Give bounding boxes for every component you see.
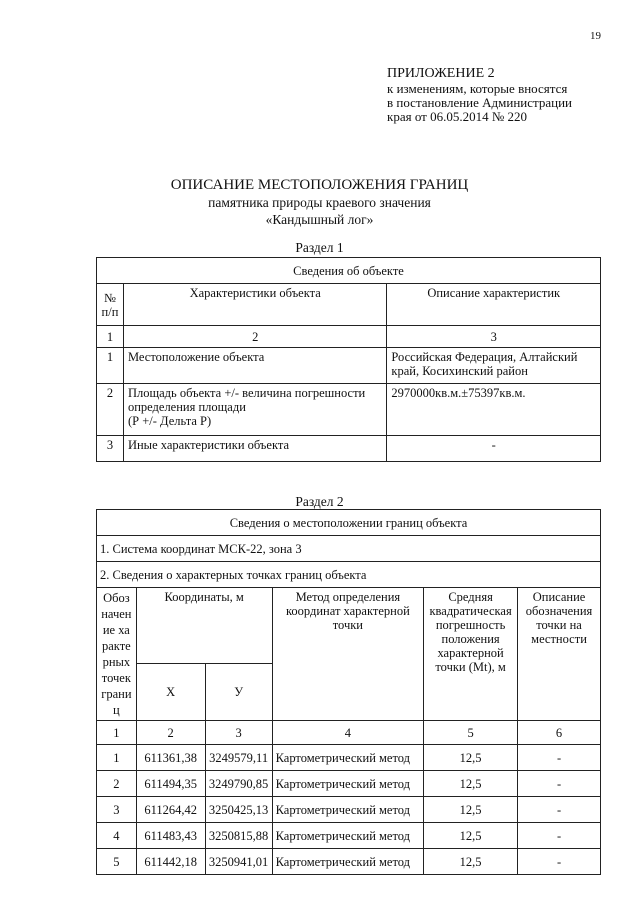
table-header: Сведения о местоположении границ объекта	[97, 510, 601, 536]
column-header-error: Средняя квадратическая погрешность положения характерной точки (Mt), м	[424, 588, 518, 721]
object-info-table	[96, 257, 601, 462]
table-header: Сведения об объекте	[97, 258, 601, 284]
section-2-label: Раздел 2	[295, 494, 344, 509]
point-y: 3249579,11	[205, 745, 272, 771]
column-index: 3	[205, 721, 272, 745]
table-row	[97, 849, 601, 875]
point-x: 611264,42	[136, 797, 205, 823]
table-row	[97, 823, 601, 849]
column-header-coordinates: Координаты, м	[136, 588, 272, 664]
column-header-designation: Обозначение характерных точек границ	[97, 588, 137, 721]
column-index: 1	[97, 721, 137, 745]
appendix-block	[387, 66, 572, 124]
title-line: «Кандышный лог»	[265, 212, 374, 227]
point-description: -	[518, 771, 601, 797]
column-index: 2	[123, 326, 386, 348]
appendix-line: края от 06.05.2014 № 220	[387, 109, 527, 124]
row-characteristic: Местоположение объекта	[123, 348, 386, 384]
point-error: 12,5	[424, 771, 518, 797]
point-error: 12,5	[424, 823, 518, 849]
table-row	[97, 771, 601, 797]
column-index: 5	[424, 721, 518, 745]
point-id: 1	[97, 745, 137, 771]
point-method: Картометрический метод	[272, 823, 424, 849]
page-number: 19	[590, 30, 601, 42]
object-info-rows	[97, 348, 601, 462]
column-index: 2	[136, 721, 205, 745]
column-header-y: У	[205, 664, 272, 721]
point-id: 4	[97, 823, 137, 849]
section-1-label: Раздел 1	[295, 240, 344, 255]
row-characteristic: Иные характеристики объекта	[123, 436, 386, 462]
column-index: 1	[97, 326, 124, 348]
table-row	[97, 745, 601, 771]
row-description: Российская Федерация, Алтайский край, Косихинский район	[387, 348, 601, 384]
point-x: 611483,43	[136, 823, 205, 849]
column-index-row	[97, 721, 601, 745]
table-row	[97, 384, 601, 436]
point-id: 5	[97, 849, 137, 875]
point-id: 3	[97, 797, 137, 823]
point-method: Картометрический метод	[272, 797, 424, 823]
table-row	[97, 797, 601, 823]
column-header-description: Описание характеристик	[387, 284, 601, 326]
point-description: -	[518, 745, 601, 771]
point-x: 611494,35	[136, 771, 205, 797]
row-number: 2	[97, 384, 124, 436]
point-method: Картометрический метод	[272, 771, 424, 797]
appendix-line: в постановление Администрации	[387, 95, 573, 110]
column-index: 3	[387, 326, 601, 348]
point-y: 3250425,13	[205, 797, 272, 823]
column-header-characteristic: Характеристики объекта	[123, 284, 386, 326]
column-header-point-description: Описание обозначения точки на местности	[518, 588, 601, 721]
point-method: Картометрический метод	[272, 745, 424, 771]
point-x: 611442,18	[136, 849, 205, 875]
title-line: ОПИСАНИЕ МЕСТОПОЛОЖЕНИЯ ГРАНИЦ	[170, 177, 469, 193]
table-row	[97, 436, 601, 462]
column-header-method: Метод определения координат характерной точки	[272, 588, 424, 721]
row-characteristic: Площадь объекта +/- величина погрешности определения площади (Р +/- Дельта Р)	[123, 384, 386, 436]
point-x: 611361,38	[136, 745, 205, 771]
point-y: 3250815,88	[205, 823, 272, 849]
point-id: 2	[97, 771, 137, 797]
table-row	[97, 348, 601, 384]
point-description: -	[518, 823, 601, 849]
point-y: 3250941,01	[205, 849, 272, 875]
point-method: Картометрический метод	[272, 849, 424, 875]
column-index: 4	[272, 721, 424, 745]
row-number: 3	[97, 436, 124, 462]
title-line: памятника природы краевого значения	[208, 195, 431, 210]
points-subheader: 2. Сведения о характерных точках границ объекта	[97, 562, 601, 588]
point-error: 12,5	[424, 745, 518, 771]
boundary-points-table	[96, 509, 601, 875]
point-error: 12,5	[424, 849, 518, 875]
document-title	[0, 176, 639, 228]
coordinate-system: 1. Система координат МСК-22, зона 3	[97, 536, 601, 562]
row-number: 1	[97, 348, 124, 384]
column-header-x: X	[136, 664, 205, 721]
point-error: 12,5	[424, 797, 518, 823]
appendix-line: к изменениям, которые вносятся	[387, 81, 568, 96]
row-description: -	[387, 436, 601, 462]
column-header-number: № п/п	[97, 284, 124, 326]
appendix-heading: ПРИЛОЖЕНИЕ 2	[387, 66, 495, 81]
column-index: 6	[518, 721, 601, 745]
point-description: -	[518, 849, 601, 875]
point-y: 3249790,85	[205, 771, 272, 797]
boundary-points-rows	[97, 745, 601, 875]
row-description: 2970000кв.м.±75397кв.м.	[387, 384, 601, 436]
point-description: -	[518, 797, 601, 823]
